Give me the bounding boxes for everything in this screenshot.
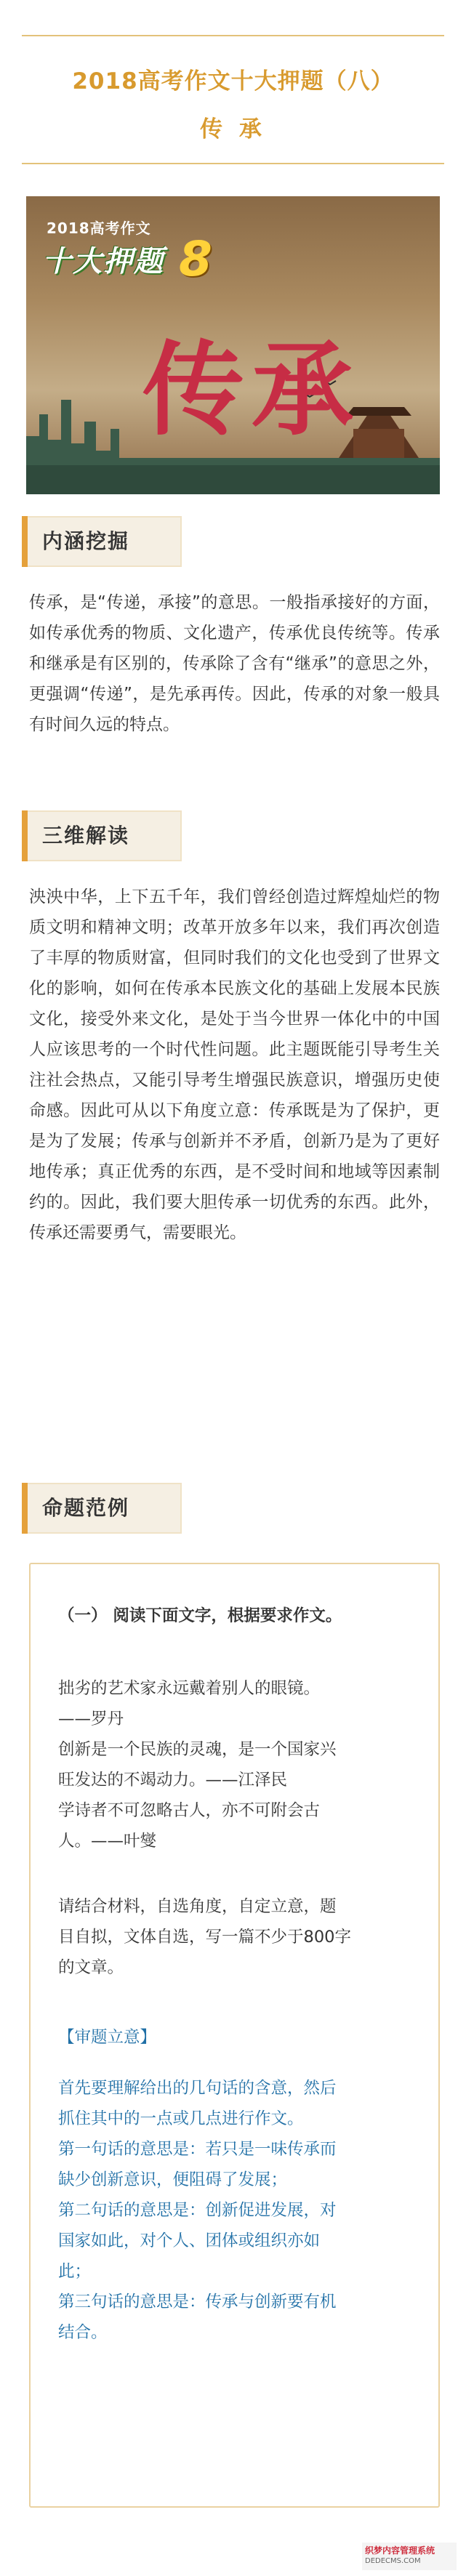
analysis-line: 此； bbox=[58, 2262, 92, 2281]
page-title: 2018高考作文十大押题（八） bbox=[72, 68, 394, 94]
hero-banner bbox=[26, 196, 440, 494]
section-heading-text: 三维解读 bbox=[42, 824, 130, 848]
quote-line: 人。——叶燮 bbox=[58, 1832, 157, 1851]
section-heading-interpretation bbox=[22, 810, 182, 861]
watermark-line-2: DEDECMS.COM bbox=[365, 2557, 421, 2565]
quote-line: 学诗者不可忽略古人，亦不可附会古 bbox=[58, 1801, 321, 1820]
analysis-line: 第一句话的意思是：若只是一味传承而 bbox=[58, 2140, 337, 2159]
watermark-line-1: 织梦内容管理系统 bbox=[365, 2545, 435, 2556]
analysis-line: 国家如此，对个人、团体或组织亦如 bbox=[58, 2231, 321, 2250]
requirement-line: 请结合材料，自选角度，自定立意，题 bbox=[58, 1897, 337, 1916]
section-paragraph: 传承，是“传递，承接”的意思。一般指承接好的方面，如传承优秀的物质、文化遗产，传承优良传统等。传承和继承是有区别的，传承除了含有“继承”的意思之外，更强调“传递”，是先承再传。因此，传承的对象一般具有时间久远的特点。 bbox=[29, 593, 440, 734]
analysis-line: 第二句话的意思是：创新促进发展，对 bbox=[58, 2201, 337, 2220]
heading-accent-bar bbox=[22, 1483, 28, 1534]
top-divider bbox=[22, 35, 444, 36]
requirement-line: 的文章。 bbox=[58, 1958, 124, 1977]
analysis-heading: 【审题立意】 bbox=[58, 2028, 157, 2047]
hero-year-label: 2018高考作文 bbox=[47, 220, 151, 237]
title-divider bbox=[22, 163, 444, 164]
section-paragraph: 泱泱中华，上下五千年，我们曾经创造过辉煌灿烂的物质文明和精神文明；改革开放多年以来，我们再次创造了丰厚的物质财富，但同时我们的文化也受到了世界文化的影响，如何在传承本民族文化的基础上发展本民族文化，接受外来文化，是处于当今世界一体化中的中国人应该思考的一个时代性问题。此主题既能引导考生关注社会热点，又能引导考生增强民族意识，增强历史使命感。因此可从以下角度立意：传承既是为了保护，更是为了发展；传承与创新并不矛盾，创新乃是为了更好地传承；真正优秀的东西，是不受时间和地域等因素制约的。因此，我们要大胆传承一切优秀的东西。此外，传承还需要勇气，需要眼光。 bbox=[29, 887, 440, 1242]
analysis-line: 第三句话的意思是：传承与创新要有机 bbox=[58, 2293, 337, 2311]
prompt-title: （一） 阅读下面文字，根据要求作文。 bbox=[58, 1606, 342, 1625]
section-heading-text: 命题范例 bbox=[42, 1496, 130, 1520]
site-watermark bbox=[362, 2543, 457, 2570]
quote-line: ——罗丹 bbox=[58, 1710, 124, 1728]
hero-title-characters: 传承 bbox=[142, 331, 361, 450]
requirement-line: 目自拟，文体自选，写一篇不少于800字 bbox=[58, 1928, 351, 1947]
analysis-line: 缺少创新意识，便阻碍了发展； bbox=[58, 2170, 288, 2189]
page-subtitle: 传 承 bbox=[200, 116, 266, 142]
hero-series-label: 十大押题 bbox=[42, 245, 164, 278]
quote-line: 拙劣的艺术家永远戴着别人的眼镜。 bbox=[58, 1679, 321, 1698]
heading-accent-bar bbox=[22, 516, 28, 567]
hero-number: 8 bbox=[179, 231, 212, 287]
heading-accent-bar bbox=[22, 810, 28, 861]
quote-line: 创新是一个民族的灵魂，是一个国家兴 bbox=[58, 1740, 337, 1759]
analysis-line: 结合。 bbox=[58, 2323, 108, 2342]
analysis-line: 抓住其中的一点或几点进行作文。 bbox=[58, 2109, 304, 2128]
section-heading-connotation bbox=[22, 516, 182, 567]
quote-line: 旺发达的不竭动力。——江泽民 bbox=[58, 1771, 288, 1790]
section-heading-examples bbox=[22, 1483, 182, 1534]
example-prompt-box bbox=[29, 1563, 440, 2508]
section-heading-text: 内涵挖掘 bbox=[42, 529, 130, 553]
analysis-line: 首先要理解给出的几句话的含意，然后 bbox=[58, 2079, 337, 2098]
